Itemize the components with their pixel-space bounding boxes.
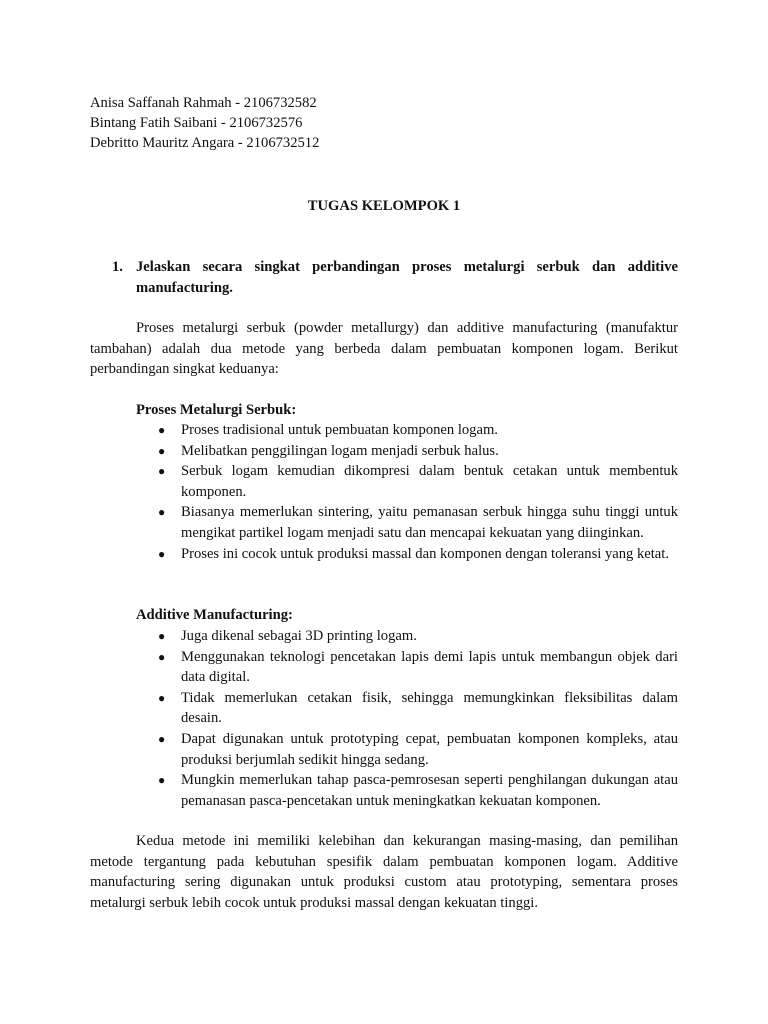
list-item [136, 770, 678, 811]
list-item [136, 626, 678, 647]
list-item [136, 688, 678, 729]
list-item-text: Serbuk logam kemudian dikompresi dalam bentuk cetakan untuk membentuk komponen. [181, 463, 678, 500]
additive-manufacturing-list [136, 626, 678, 811]
conclusion-paragraph: Kedua metode ini memiliki kelebihan dan kekurangan masing-masing, dan pemilihan metode tergantung pada kebutuhan spesifik dalam pembuatan komponen logam. Additive manufacturing sering digunakan untuk produksi custom atau prototyping, sementara proses metalurgi serbuk lebih cocok untuk produksi massal dengan kekuatan tinggi. [90, 833, 678, 911]
bullet-icon: ● [158, 505, 166, 520]
intro-paragraph: Proses metalurgi serbuk (powder metallurgy) dan additive manufacturing (manufaktur tambahan) adalah dua metode yang berbeda dalam pembuatan komponen logam. Berikut perbandingan singkat keduanya: [90, 320, 678, 378]
author-line: Debritto Mauritz Angara - 2106732512 [90, 135, 320, 151]
list-item-text: Proses ini cocok untuk produksi massal dan komponen dengan toleransi yang ketat. [181, 545, 669, 562]
author-line: Bintang Fatih Saibani - 2106732576 [90, 115, 303, 131]
section-heading-powder-metallurgy: Proses Metalurgi Serbuk: [136, 402, 297, 418]
list-item-text: Juga dikenal sebagai 3D printing logam. [181, 628, 417, 644]
bullet-icon: ● [158, 464, 166, 479]
list-item-text: Mungkin memerlukan tahap pasca-pemrosesan seperti penghilangan dukungan atau pemanasan pasca-pencetakan untuk meningkatkan kekuatan komponen. [181, 772, 678, 809]
list-item [136, 647, 678, 688]
bullet-icon: ● [158, 773, 166, 788]
author-line: Anisa Saffanah Rahmah - 2106732582 [90, 95, 317, 111]
bullet-icon: ● [158, 731, 166, 746]
list-item [136, 420, 678, 441]
bullet-icon: ● [158, 423, 166, 437]
list-item-text: Proses tradisional untuk pembuatan komponen logam. [181, 422, 498, 438]
bullet-icon: ● [158, 546, 166, 561]
list-item [136, 729, 678, 770]
section-heading-additive-manufacturing: Additive Manufacturing: [136, 607, 293, 623]
list-item [136, 544, 678, 565]
list-item-text: Dapat digunakan untuk prototyping cepat, pembuatan komponen kompleks, atau produksi berjumlah sedikit hingga sedang. [181, 730, 678, 768]
list-item-text: Menggunakan teknologi pencetakan lapis demi lapis untuk membangun objek dari data digital. [181, 648, 678, 686]
powder-metallurgy-list [136, 420, 678, 564]
bullet-icon: ● [158, 443, 166, 458]
list-item-text: Melibatkan penggilingan logam menjadi serbuk halus. [181, 442, 499, 459]
bullet-icon: ● [158, 649, 166, 664]
list-item-text: Tidak memerlukan cetakan fisik, sehingga memungkinkan fleksibilitas dalam desain. [181, 689, 678, 727]
list-item [136, 441, 678, 462]
question-number: 1. [112, 259, 123, 275]
list-item-text: Biasanya memerlukan sintering, yaitu pemanasan serbuk hingga suhu tinggi untuk mengikat partikel logam menjadi satu dan mencapai kekuatan yang diinginkan. [181, 504, 678, 541]
question-text: Jelaskan secara singkat perbandingan proses metalurgi serbuk dan additive manufacturing. [136, 259, 678, 296]
bullet-icon: ● [158, 690, 166, 705]
document-title: TUGAS KELOMPOK 1 [307, 198, 461, 214]
list-item [136, 502, 678, 543]
bullet-icon: ● [158, 629, 166, 643]
list-item [136, 461, 678, 502]
